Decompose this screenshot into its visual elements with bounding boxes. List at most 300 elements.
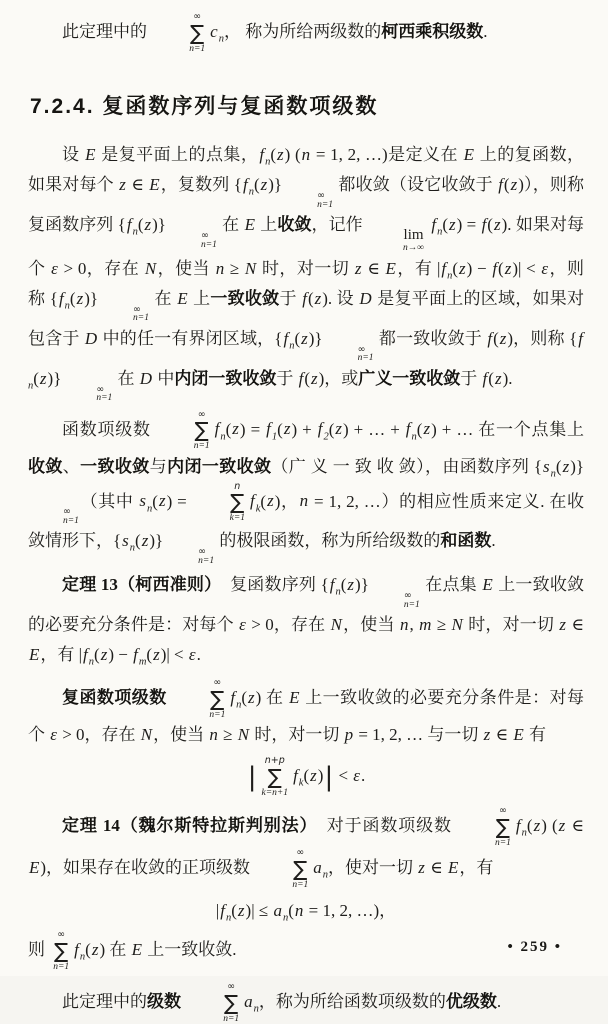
bold-term: 一致收敛 [210, 288, 280, 308]
text-run: )），则称复函数序列 { [28, 175, 584, 234]
math-var: z [91, 940, 99, 960]
text-run: ( [231, 901, 237, 921]
text-run: 有 [524, 725, 547, 745]
text-run: )| ≤ [245, 901, 273, 921]
math-var: E [385, 258, 396, 278]
math-subscript: n [447, 269, 453, 281]
math-var: z [39, 368, 47, 388]
text-run: ) + … 在一个点集上 [431, 419, 585, 439]
math-var: z [232, 419, 239, 439]
math-var: E [29, 858, 40, 878]
math-var: E [131, 940, 143, 960]
text-run: ( [304, 368, 310, 388]
sup-limit: ∞ [200, 230, 209, 241]
math-var: z [354, 258, 362, 278]
math-var: f [83, 645, 88, 665]
math-var: z [314, 288, 322, 308]
math-var: n [215, 258, 225, 278]
math-subscript: 1 [271, 430, 278, 442]
text-run: ∈ [567, 615, 585, 635]
math-subscript: 2 [323, 430, 329, 442]
math-var: f [492, 258, 498, 278]
text-run: ，有 [459, 858, 494, 878]
text-run: ( [328, 419, 335, 439]
text-run: （其中 [79, 491, 139, 511]
math-var: n [294, 901, 304, 921]
text-run: ( [303, 766, 310, 786]
sigma-glyph: ∑ [224, 990, 239, 1015]
sigma-glyph: ∑ [54, 938, 69, 963]
text-run: )} [149, 531, 164, 551]
math-var: ε [50, 725, 57, 745]
math-var: z [237, 901, 245, 921]
text-run: )| < [160, 645, 188, 665]
math-var: z [267, 491, 274, 511]
math-var: c [210, 21, 218, 41]
text-run: ( [69, 288, 76, 308]
math-var: E [482, 575, 493, 595]
math-var: a [244, 992, 253, 1012]
math-var: z [76, 288, 84, 308]
math-subscript: n [79, 951, 86, 963]
math-var: E [289, 688, 300, 708]
text-run: ). 如果对每个 [28, 215, 585, 278]
math-var: f [214, 419, 220, 439]
page-number: • 259 • [507, 939, 562, 955]
math-subscript: n [322, 869, 328, 881]
text-run: ≥ [218, 725, 237, 745]
text-run: ) ( [284, 145, 301, 164]
text-run: ) − [108, 645, 133, 665]
text-run: 与 [149, 456, 168, 476]
sub-limit: n=1 [403, 599, 420, 610]
para-theorem-14-weierstrass [28, 806, 584, 890]
text-run: ) = [166, 491, 192, 511]
math-var: f [317, 419, 323, 439]
text-run: ∈ [126, 175, 149, 194]
math-var: N [144, 258, 157, 278]
limits-stack [324, 345, 374, 364]
text-run: ( [294, 328, 301, 348]
text-run: )，如果存在收敛的正项级数 [40, 858, 255, 878]
sup-limit: ∞ [357, 343, 366, 355]
sigma-glyph: ∑ [230, 490, 245, 514]
text-run: ( [135, 531, 141, 551]
math-var: ε [188, 645, 196, 665]
math-var: n [209, 725, 218, 745]
math-var: f [405, 419, 411, 439]
math-var: f [515, 816, 521, 836]
display-formula-partial-sum-bound [28, 756, 584, 798]
sigma-glyph: ∑ [267, 764, 282, 789]
text-run: 中的任一有界闭区域，{ [98, 328, 283, 348]
lim-operator [369, 228, 424, 254]
math-var: f [487, 328, 493, 348]
math-var: z [533, 816, 541, 836]
text-run: ( [260, 491, 267, 511]
sub-limit: n=1 [200, 239, 217, 250]
sup-limit: ∞ [133, 303, 141, 315]
text-run: ) 在 [99, 940, 131, 960]
math-var: s [139, 491, 147, 511]
math-var: f [133, 645, 138, 665]
para-series-cauchy-condition [28, 678, 584, 750]
math-var: f [126, 215, 132, 234]
sub-limit: n=1 [317, 199, 333, 210]
text-run: ( [498, 258, 504, 278]
text-run: ( [307, 288, 314, 308]
math-var: z [310, 368, 318, 388]
math-var: E [244, 215, 255, 234]
text-run: | [215, 901, 220, 921]
math-var: f [58, 288, 64, 308]
math-var: z [494, 368, 502, 388]
math-var: n [399, 615, 409, 635]
text-run [181, 992, 185, 1011]
text-run: ( [442, 215, 449, 234]
bold-term: 级数 [147, 992, 181, 1012]
sum-operator [461, 806, 511, 848]
math-var: f [329, 575, 335, 595]
text-run: ) ( [541, 816, 558, 836]
math-var: ε [353, 766, 360, 786]
math-var: n [301, 145, 311, 164]
bold-term: 定理 14（魏尔斯特拉斯判别法） [62, 816, 309, 836]
math-var: D [84, 328, 98, 348]
text-run: 上一致收敛的必要充分条件是：对每个 [28, 575, 585, 635]
upper-limit: ∞ [499, 805, 507, 817]
text-run: ( [288, 901, 294, 921]
text-run: ( [270, 145, 276, 164]
math-subscript: n [335, 586, 341, 598]
text-run: ，使当 [343, 615, 399, 635]
sup-limit: ∞ [96, 383, 105, 395]
text-run: 对于函数项级数 [308, 816, 457, 836]
text-run: ). [502, 368, 513, 388]
bold-term: 优级数 [445, 992, 497, 1012]
text-run: . [491, 531, 496, 551]
text-run: ∈ [425, 858, 447, 878]
text-run: 设 [62, 145, 85, 164]
bold-term: 收敛 [28, 456, 63, 476]
math-var: a [273, 901, 282, 921]
lower-limit: k=1 [229, 513, 245, 523]
text-run: （广 义 一 致 收 敛），由函数序列 { [271, 456, 543, 476]
math-var: z [423, 419, 431, 439]
text-run: )} [47, 368, 62, 388]
math-var: f [302, 288, 307, 308]
sum-operator [189, 982, 239, 1024]
sub-limit: n=1 [63, 515, 79, 526]
text-run: 都一致收敛于 [374, 328, 487, 348]
text-run: ( [137, 215, 144, 234]
math-var: z [301, 328, 308, 348]
upper-limit: ∞ [213, 677, 222, 689]
math-subscript: n [550, 467, 556, 479]
text-run: 在 [217, 215, 244, 234]
math-var: E [149, 175, 160, 194]
sigma-glyph: ∑ [495, 814, 511, 839]
math-var: f [266, 419, 271, 439]
text-run: ( [85, 940, 91, 960]
para-majorant-series [28, 982, 584, 1024]
bold-term: 定理 13（柯西准则） [62, 575, 213, 595]
math-var: z [499, 328, 507, 348]
math-var: z [100, 645, 108, 665]
upper-limit: n+p [264, 755, 285, 767]
text-run: )，则称 { [507, 328, 578, 348]
text-run: , [409, 615, 419, 635]
text-run: )} [570, 456, 585, 476]
sub-limit: n=1 [357, 353, 374, 363]
text-run: )} [355, 575, 369, 595]
math-var: z [418, 858, 425, 878]
limits-stack [62, 385, 112, 404]
sum-operator [262, 756, 289, 798]
limits-stack [29, 507, 79, 526]
math-subscript: n [437, 226, 443, 238]
math-subscript: n [226, 912, 232, 924]
text-run: ) + [291, 419, 317, 439]
math-var: N [244, 258, 257, 278]
math-var: f [298, 368, 304, 388]
text-run: 上的复函数，如果对每个 [28, 145, 585, 194]
math-var: ε [51, 258, 58, 278]
text-run: 于 [279, 288, 302, 308]
lim-word: lim [403, 227, 424, 243]
text-run: 于 [460, 368, 482, 388]
text-run: 是复平面上的区域，如果对包含于 [28, 288, 585, 348]
math-subscript: k [298, 777, 304, 789]
math-var: z [347, 575, 355, 595]
math-var: E [447, 858, 459, 878]
math-var: z [141, 531, 149, 551]
math-var: z [483, 725, 491, 745]
text-run: ( [146, 645, 153, 665]
text-run: ( [416, 419, 423, 439]
text-run: ， 称为所给两级数的 [223, 21, 382, 41]
text-run: ，则称 { [28, 258, 585, 308]
text-run: . [361, 766, 366, 786]
text-run: ( [488, 368, 494, 388]
math-var: p [344, 725, 354, 745]
math-subscript: n [289, 339, 295, 351]
text-run: ( [555, 456, 562, 476]
text-run: = 1, 2, … 与一切 [354, 725, 483, 745]
text-run: ) = [456, 215, 481, 234]
text-run: ( [152, 491, 158, 511]
math-subscript: k [255, 502, 261, 514]
sub-limit: n=1 [133, 313, 149, 323]
text-run: ( [487, 215, 493, 234]
math-var: f [482, 368, 488, 388]
text-run: 在 [149, 288, 177, 308]
text-run: )} [308, 328, 323, 348]
text-run: )} [84, 288, 99, 308]
math-var: z [260, 175, 268, 194]
math-var: z [276, 145, 284, 164]
sup-limit: ∞ [403, 590, 412, 602]
bold-term: 复函数项级数 [62, 688, 167, 708]
math-subscript: n [265, 156, 271, 168]
math-var: N [237, 725, 250, 745]
sum-operator [175, 678, 225, 720]
math-var: E [85, 145, 96, 164]
text-run: )， [274, 491, 299, 511]
lower-limit: n=1 [209, 709, 226, 720]
text-run: ( [503, 175, 510, 194]
text-run: ( [493, 328, 499, 348]
sup-limit: ∞ [317, 190, 325, 201]
text-run: 则 [28, 940, 50, 960]
section-heading: 7.2.4. 复函数序列与复函数项级数 [30, 95, 379, 118]
text-run: )} [152, 215, 166, 234]
para-conclusion-uniform-convergence [28, 930, 584, 972]
text-run: ≥ [225, 258, 244, 278]
math-subscript: n [236, 699, 242, 711]
sum-operator [160, 410, 210, 452]
text-run: 在 [113, 368, 139, 388]
para-cauchy-product-series [28, 12, 584, 54]
text-run: ，复数列 { [160, 175, 242, 194]
lower-limit: k=n+1 [261, 787, 289, 798]
math-var: n [299, 491, 309, 511]
math-var: f [283, 328, 289, 348]
math-subscript: n [64, 299, 70, 311]
math-var: f [293, 766, 298, 786]
math-var: z [158, 491, 166, 511]
math-var: z [248, 688, 255, 708]
text-run: ) = [239, 419, 266, 439]
math-var: z [283, 419, 291, 439]
bold-term: 柯西乘积级数 [381, 21, 484, 41]
math-var: f [441, 258, 447, 278]
math-subscript: n [218, 33, 224, 45]
math-subscript: n [282, 912, 289, 924]
math-var: E [29, 645, 40, 665]
text-run: ( [94, 645, 100, 665]
math-var: N [140, 725, 153, 745]
math-subscript: n [521, 827, 527, 839]
text-run: > 0，存在 [58, 258, 144, 278]
limits-stack [99, 305, 149, 324]
text-run: ，记作 [311, 215, 368, 234]
sup-limit: ∞ [63, 506, 71, 518]
text-run: 时，对一切 [463, 615, 559, 635]
text-run: ( [33, 368, 39, 388]
sigma-glyph: ∑ [210, 686, 225, 711]
text-run: ，使当 [153, 725, 209, 745]
math-var: f [74, 940, 79, 960]
text-run: )} [268, 175, 283, 194]
math-var: D [139, 368, 153, 388]
text-run: 上 [188, 288, 211, 308]
math-var: f [481, 215, 487, 234]
text-run: ( [253, 175, 260, 194]
text-run: )| < [512, 258, 541, 278]
bold-term: 一致收敛 [80, 456, 150, 476]
upper-limit: ∞ [57, 929, 66, 941]
text-run: 上一致收敛. [143, 940, 237, 960]
text-run: 的极限函数，称为所给级数的 [215, 531, 441, 551]
math-var: z [153, 645, 160, 665]
math-var: s [122, 531, 129, 551]
text-run: 都收敛（设它收敛于 [333, 175, 498, 194]
math-var: E [513, 725, 524, 745]
page-body [28, 12, 584, 1024]
math-var: a [313, 858, 322, 878]
lower-limit: n=1 [223, 1013, 240, 1024]
math-var: f [259, 145, 265, 164]
math-var: z [493, 215, 501, 234]
math-var: ε [541, 258, 549, 278]
limits-stack [164, 547, 214, 566]
text-run: > 0，存在 [57, 725, 140, 745]
sum-operator [155, 12, 205, 54]
math-subscript: n [129, 542, 136, 554]
math-var: N [330, 615, 343, 635]
text-run: ，有 | [396, 258, 441, 278]
text-run: . [483, 21, 488, 41]
abs-bar: | [324, 762, 334, 793]
text-run: ( [526, 816, 533, 836]
bold-term: 收敛 [277, 215, 312, 234]
math-var: E [177, 288, 188, 308]
limits-stack [283, 191, 333, 210]
lower-limit: n=1 [189, 43, 206, 54]
bold-term: 内闭一致收敛 [167, 456, 272, 476]
math-subscript: m [138, 656, 147, 668]
text-run: ( [241, 688, 247, 708]
sigma-glyph: ∑ [190, 20, 205, 45]
text-run: > 0，存在 [246, 615, 330, 635]
math-subscript: n [248, 186, 254, 198]
math-var: m [419, 615, 432, 635]
math-var: z [562, 456, 570, 476]
text-run: ≥ [432, 615, 451, 635]
math-var: f [242, 175, 248, 194]
text-run: 中 [153, 368, 175, 388]
math-var: s [543, 456, 550, 476]
text-run: ，有 | [40, 645, 83, 665]
math-var: f [220, 901, 225, 921]
math-var: z [559, 615, 567, 635]
sum-operator [196, 482, 245, 524]
para-theorem-13-cauchy-criterion [28, 570, 584, 670]
text-run: = 1, 2, …）的相应性质来定义. 在收敛情形下，{ [28, 491, 585, 551]
math-var: ε [239, 615, 246, 635]
math-var: z [119, 175, 126, 194]
text-run: ( [277, 419, 283, 439]
sub-limit: n=1 [96, 393, 113, 403]
text-run: ，称为所给函数项级数的 [258, 992, 446, 1012]
text-run: ) + … + [342, 419, 405, 439]
text-run: ( [225, 419, 232, 439]
text-run: ∈ [362, 258, 385, 278]
sigma-glyph: ∑ [194, 418, 209, 442]
para-definitions-convergence [28, 140, 584, 404]
text-run: ，使当 [157, 258, 215, 278]
math-subscript: n [147, 502, 153, 514]
text-run: 在点集 [420, 575, 482, 595]
text-run: 此定理中的 [62, 21, 152, 41]
sigma-glyph: ∑ [293, 856, 308, 881]
math-var: f [578, 328, 583, 348]
text-run: 时，对一切 [257, 258, 354, 278]
sum-operator [258, 848, 308, 890]
sub-limit: n=1 [198, 555, 215, 566]
math-var: f [431, 215, 437, 234]
